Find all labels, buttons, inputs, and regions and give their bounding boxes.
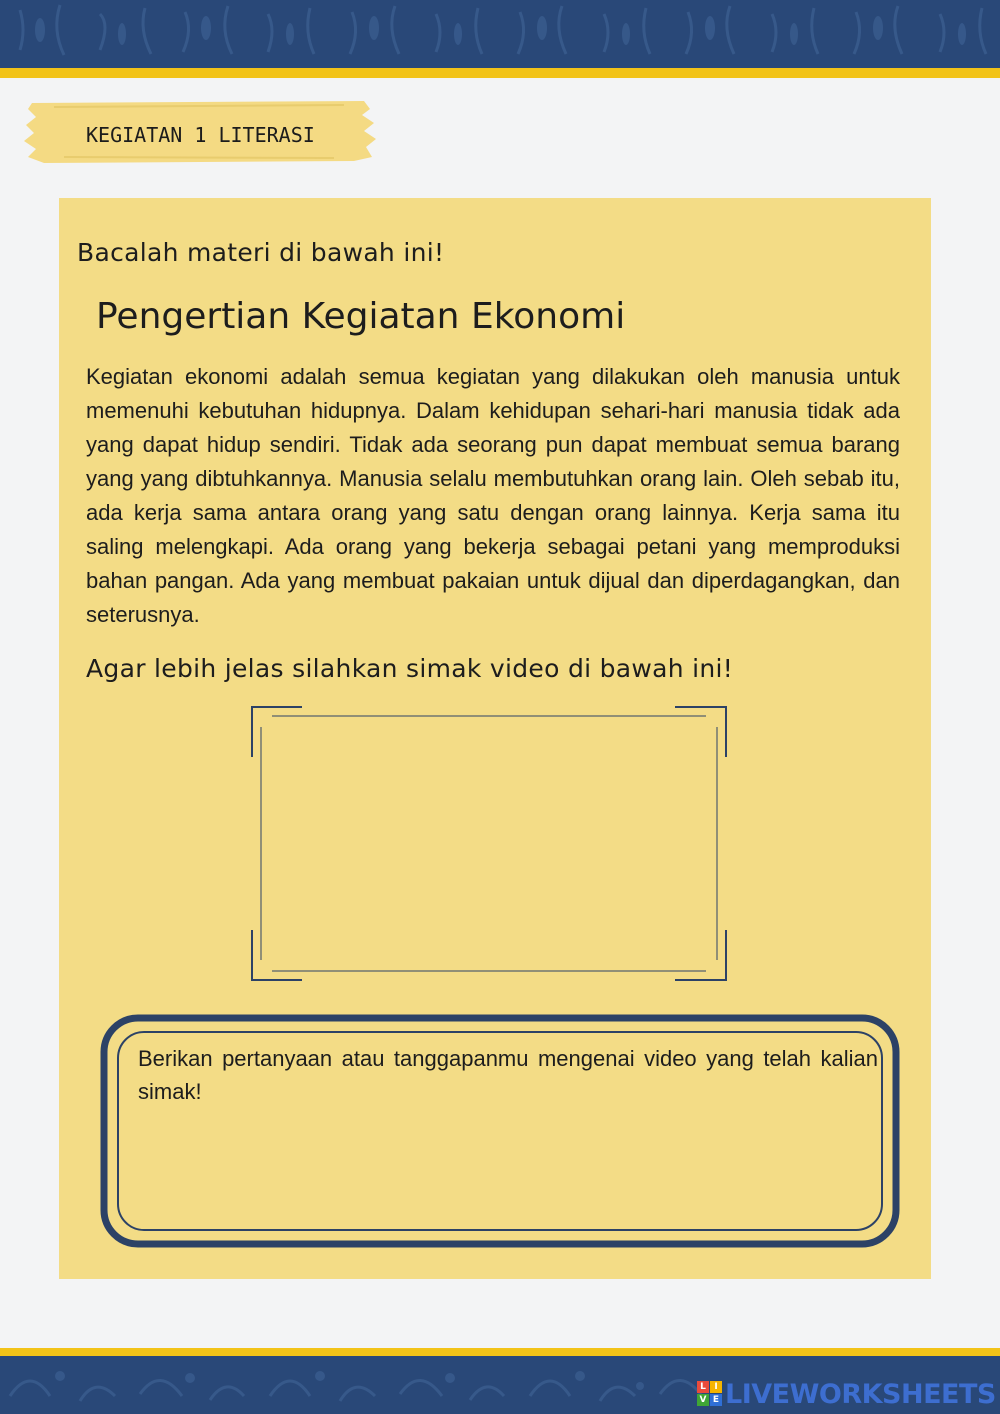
cube-letter: V [697,1394,709,1406]
reading-paragraph: Kegiatan ekonomi adalah semua kegiatan yang dilakukan oleh manusia untuk memenuhi kebutuhan hidupnya. Dalam kehidupan sehari-hari manusia tidak ada yang dapat hidup sendiri. Tidak ada seorang pun dapat membuat semua barang yang yang dibtuhkannya. Manusia selalu membutuhkan orang lain. Oleh sebab itu, ada kerja sama antara orang yang satu dengan orang lainnya. Kerja sama itu saling melengkapi. Ada orang yang bekerja sebagai petani yang memproduksi bahan pangan. Ada yang membuat pakaian untuk dijual dan diperdagangkan, dan seterusnya. [86,364,900,627]
page-title: Pengertian Kegiatan Ekonomi [96,296,626,337]
cube-letter: L [697,1381,709,1393]
reading-card [59,198,931,1279]
top-accent-stripe [0,68,1000,78]
response-prompt: Berikan pertanyaan atau tanggapanmu mengenai video yang telah kalian simak! [138,1046,878,1104]
section-tape-label [24,99,376,163]
top-banner [0,0,1000,68]
liveworksheets-wordmark: LIVEWORKSHEETS [725,1378,996,1410]
section-label: KEGIATAN 1 LITERASI [86,123,315,147]
video-instruction: Agar lebih jelas silahkan simak video di bawah ini! [86,654,734,683]
cube-letter: E [710,1394,722,1406]
cube-letter: I [710,1381,722,1393]
liveworksheets-cube-icon [697,1381,723,1407]
bottom-accent-stripe [0,1348,1000,1356]
read-instruction: Bacalah materi di bawah ini! [77,238,445,267]
video-player-frame[interactable] [250,705,728,982]
top-pattern-decoration [0,0,1000,68]
video-frame-border [250,705,728,982]
liveworksheets-logo[interactable] [697,1378,996,1410]
response-box[interactable] [100,1014,900,1248]
